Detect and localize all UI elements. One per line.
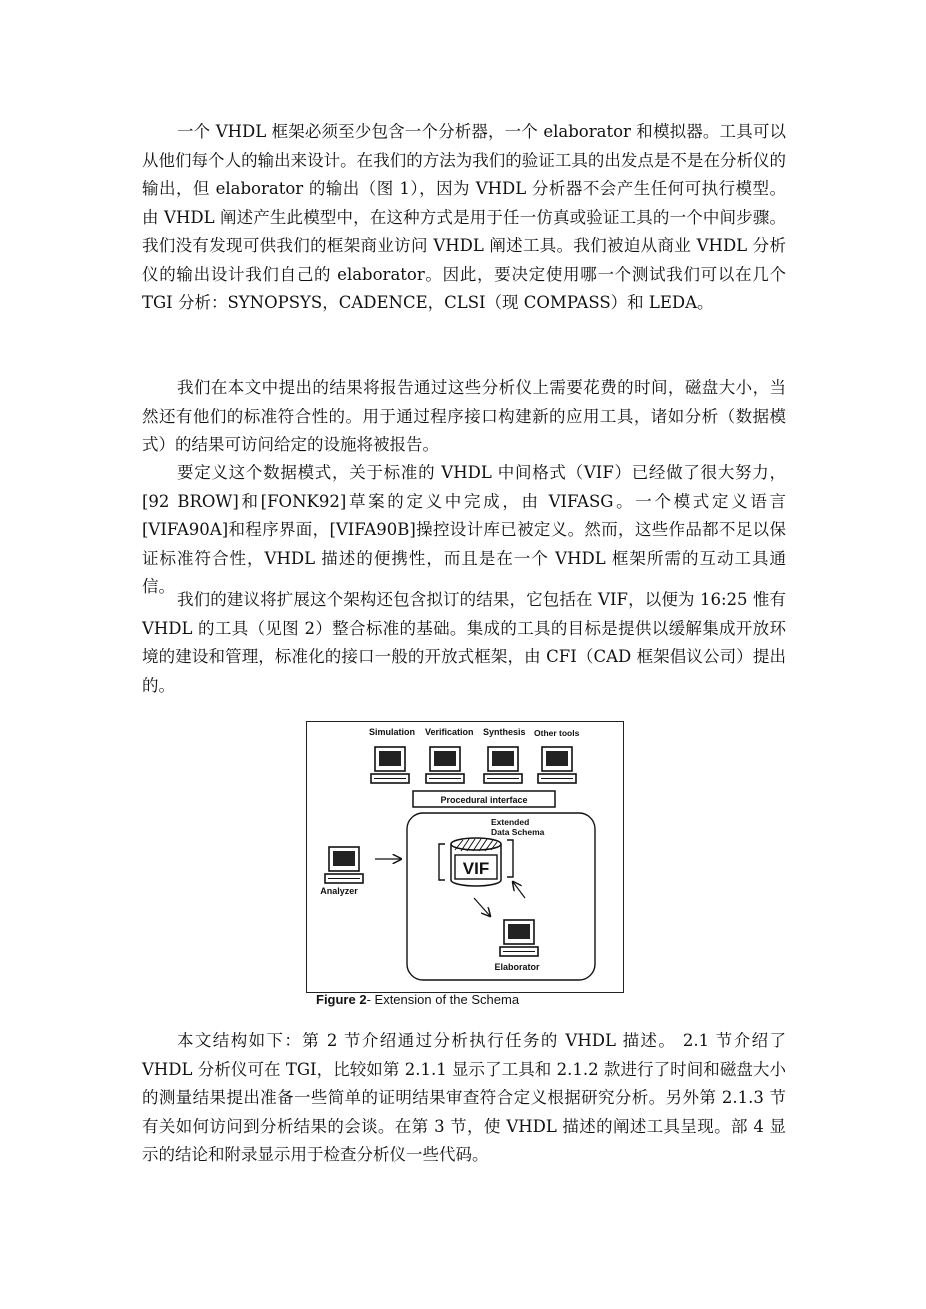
figure-caption	[316, 992, 519, 1007]
analyzer-computer-icon	[325, 847, 363, 883]
tool-label-other-tools: Other tools	[534, 728, 580, 738]
figure-2	[306, 721, 624, 993]
tool-label-synthesis: Synthesis	[483, 727, 526, 737]
other-tools-computer-icon	[538, 747, 576, 783]
tool-label-verification: Verification	[425, 727, 474, 737]
arrow-vif-to-elaborator	[474, 898, 490, 916]
data-schema-label: Data Schema	[491, 827, 545, 837]
left-bracket	[439, 844, 445, 880]
arrow-elaborator-to-vif	[513, 882, 525, 898]
simulation-computer-icon	[371, 747, 409, 783]
elaborator-computer-icon	[500, 920, 538, 956]
procedural-interface-label: Procedural interface	[440, 795, 528, 805]
analyzer-label: Analyzer	[320, 886, 358, 896]
synthesis-computer-icon	[484, 747, 522, 783]
figure-caption-number: Figure 2	[316, 992, 367, 1007]
right-bracket	[507, 840, 513, 877]
vif-label: VIF	[462, 859, 490, 878]
schema-diagram	[307, 722, 625, 994]
tool-label-simulation: Simulation	[369, 727, 416, 737]
paragraph-3: 要定义这个数据模式，关于标准的 VHDL 中间格式（VIF）已经做了很大努力，[92 BROW]和[FONK92]草案的定义中完成，由 VIFASG。一个模式定义语言[VIFA90A]和程序界面，[VIFA90B]操控设计库已被定义。然而，这些作品都不足以保证标准符合性，VHDL 描述的便携性，而且是在一个 VHDL 框架所需的互动工具通信。	[142, 463, 786, 596]
paragraph-5: 本文结构如下：第 2 节介绍通过分析执行任务的 VHDL 描述。 2.1 节介绍了 VHDL 分析仪可在 TGI，比较如第 2.1.1 显示了工具和 2.1.2 款进行了时间和磁盘大小的测量结果提出准备一些简单的证明结果审查符合定义根据研究分析。另外第 2.1.3 节有关如何访问到分析结果的会谈。在第 3 节，使 VHDL 描述的阐述工具呈现。部 4 显示的结论和附录显示用于检查分析仪一些代码。	[142, 1031, 786, 1164]
paragraph-1: 一个 VHDL 框架必须至少包含一个分析器，一个 elaborator 和模拟器。工具可以从他们每个人的输出来设计。在我们的方法为我们的验证工具的出发点是不是在分析仪的输出，但 elaborator 的输出（图 1），因为 VHDL 分析器不会产生任何可执行模型。由 VHDL 阐述产生此模型中，在这种方式是用于任一仿真或验证工具的一个中间步骤。我们没有发现可供我们的框架商业访问 VHDL 阐述工具。我们被迫从商业 VHDL 分析仪的输出设计我们自己的 elaborator。因此，要决定使用哪一个测试我们可以在几个 TGI 分析：SYNOPSYS，CADENCE，CLSI（现 COMPASS）和 LEDA。	[142, 122, 786, 312]
paragraph-2: 我们在本文中提出的结果将报告通过这些分析仪上需要花费的时间，磁盘大小，当然还有他们的标准符合性的。用于通过程序接口构建新的应用工具，诸如分析（数据模式）的结果可访问给定的设施将被报告。	[142, 378, 786, 454]
elaborator-label: Elaborator	[494, 962, 540, 972]
extended-label: Extended	[491, 817, 530, 827]
paragraph-4: 我们的建议将扩展这个架构还包含拟订的结果，它包括在 VIF，以便为 16:25 惟有 VHDL 的工具（见图 2）整合标准的基础。集成的工具的目标是提供以缓解集成开放环境的建设和管理，标准化的接口一般的开放式框架，由 CFI（CAD 框架倡议公司）提出的。	[142, 590, 786, 695]
verification-computer-icon	[426, 747, 464, 783]
figure-caption-text: - Extension of the Schema	[366, 992, 520, 1007]
